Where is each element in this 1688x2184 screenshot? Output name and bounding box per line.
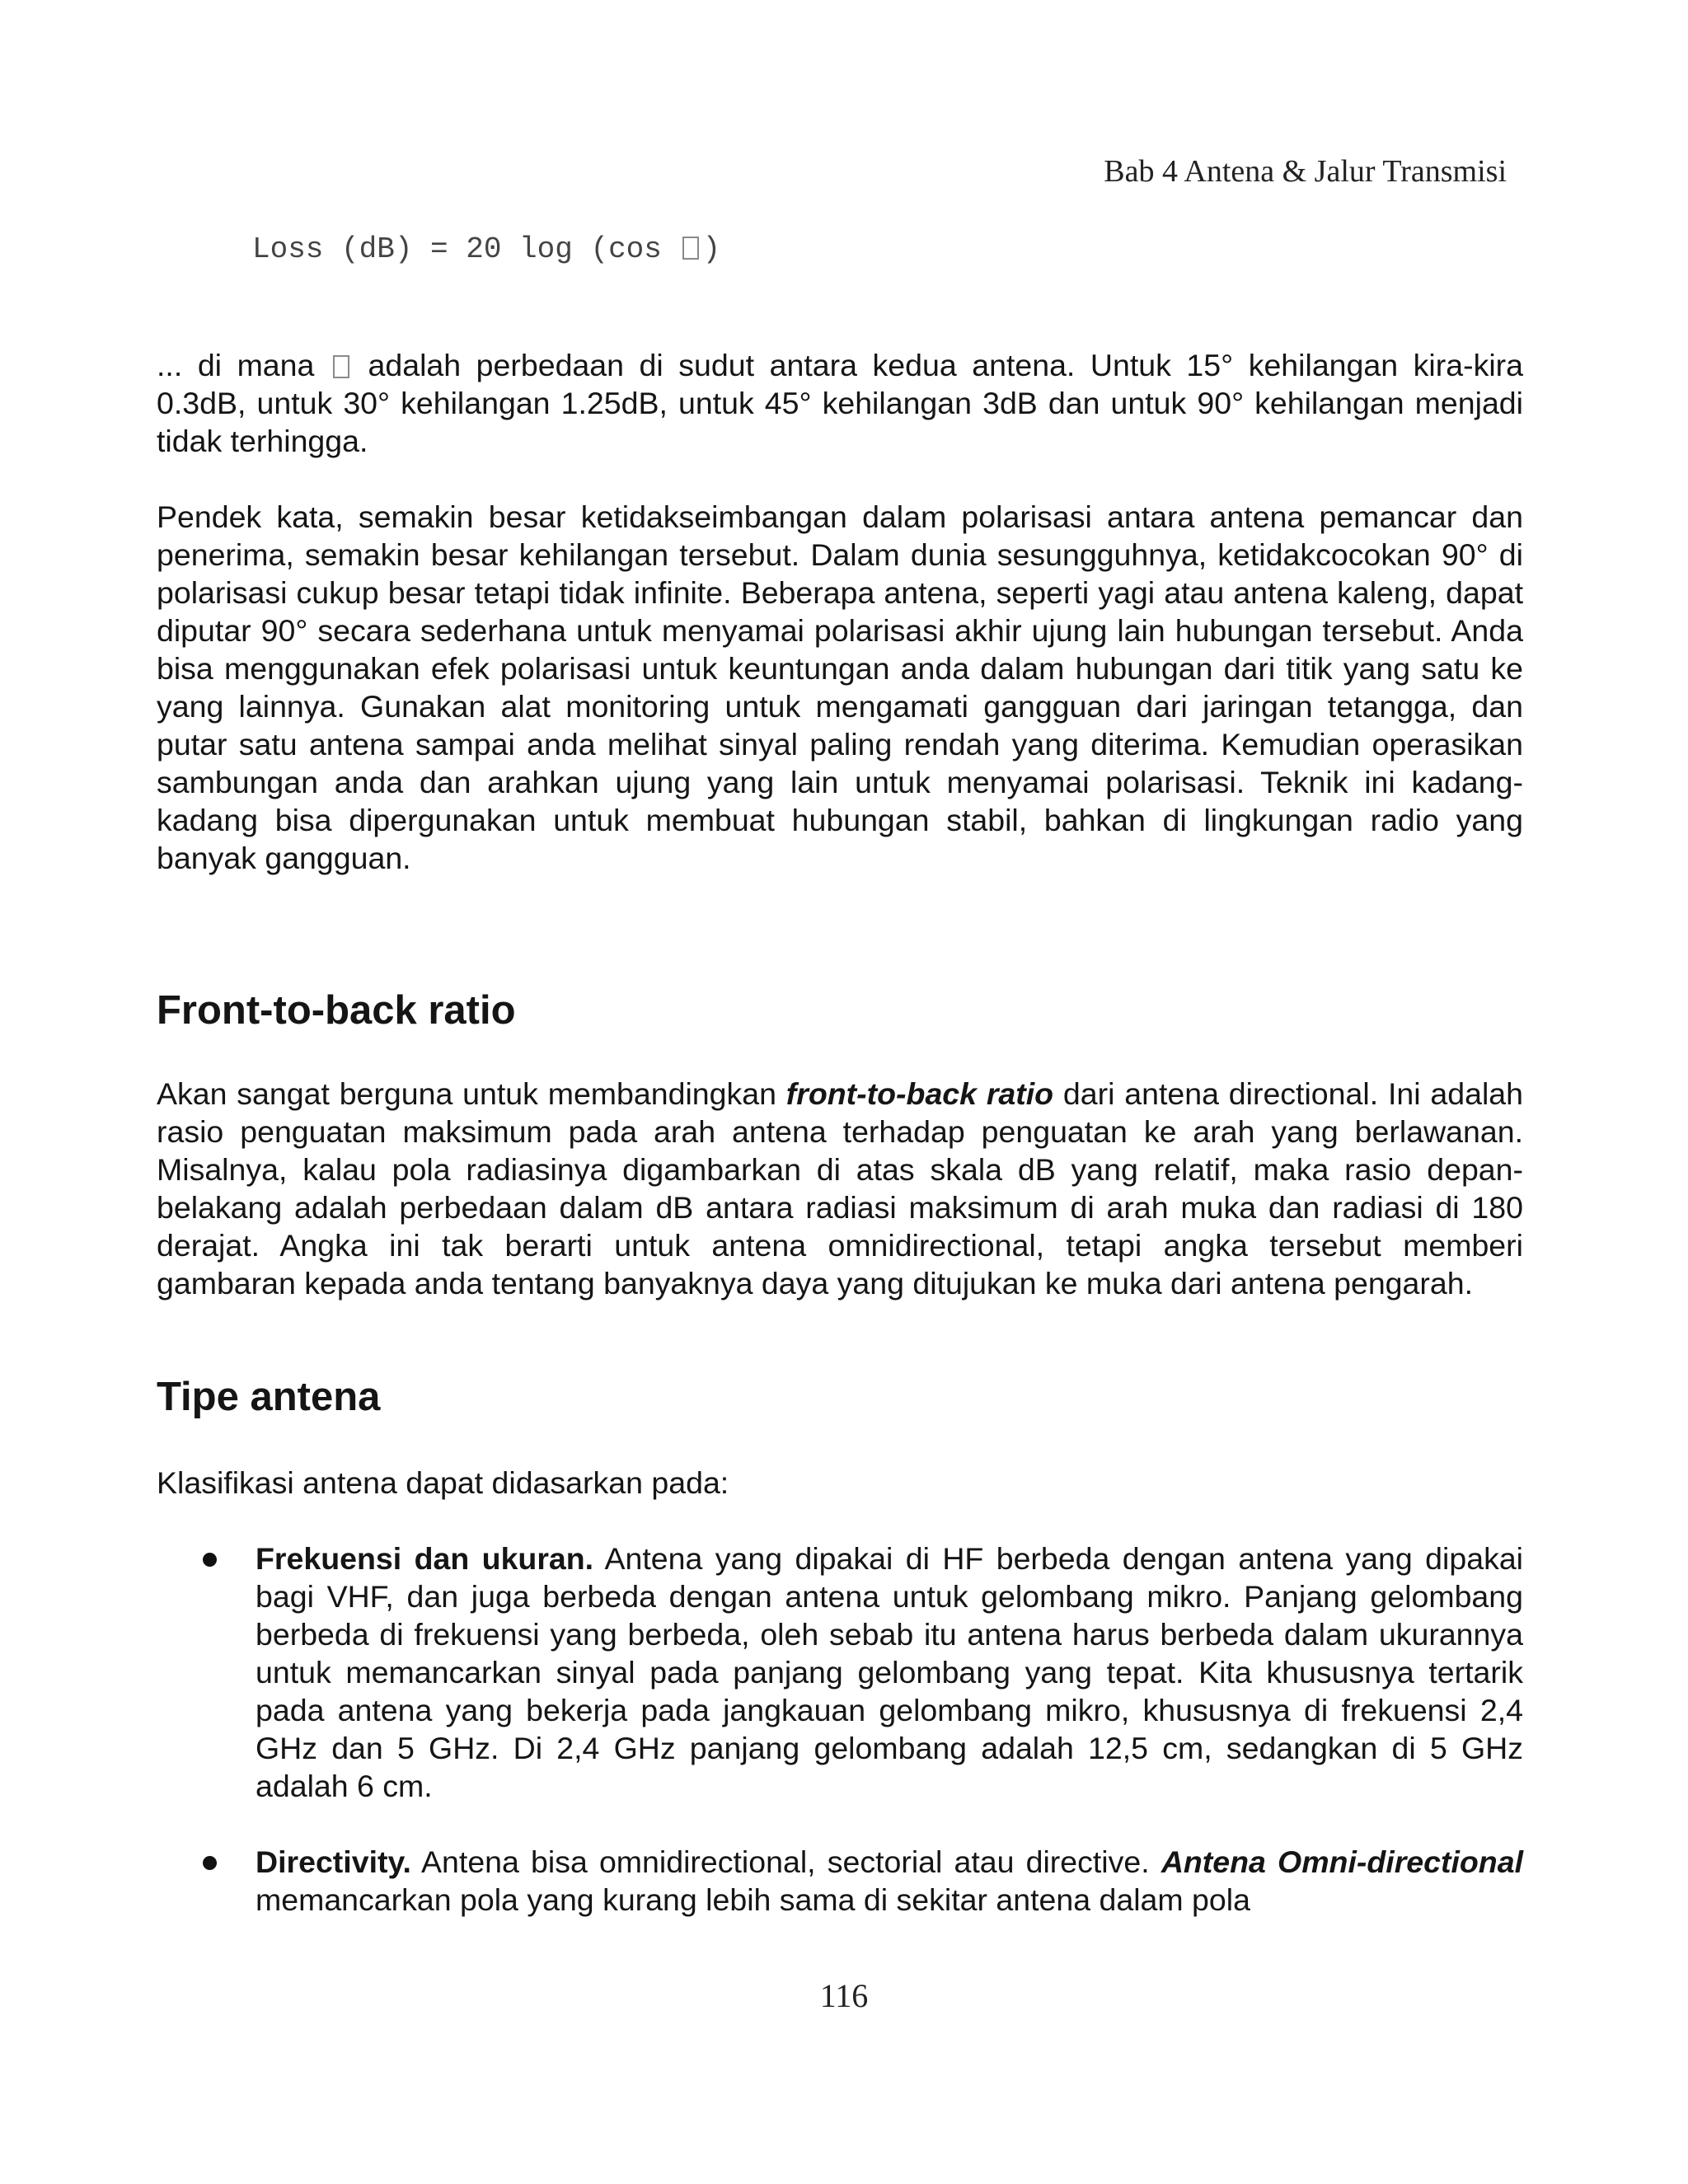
list-item-directivity	[157, 1843, 1523, 1919]
bullet-title: Directivity.	[256, 1844, 411, 1879]
paragraph-intro: Akan sangat berguna untuk membandingkan	[157, 1076, 786, 1111]
paragraph-rest: adalah perbedaan di sudut antara kedua antena. Untuk 15° kehilangan kira-kira 0.3dB, untuk 30° kehilangan 1.25dB, untuk 45° kehilangan 3dB dan untuk 90° kehilangan menjadi tidak terhingga.	[157, 348, 1523, 458]
list-item-frequency	[157, 1540, 1523, 1805]
paragraph-angle-loss	[157, 346, 1523, 460]
term-front-to-back: front-to-back ratio	[785, 1076, 1054, 1111]
bullet-text-continued: memancarkan pola yang kurang lebih sama di sekitar antena dalam pola	[256, 1882, 1250, 1917]
heading-antenna-types: Tipe antena	[157, 1375, 381, 1419]
heading-front-to-back: Front-to-back ratio	[157, 988, 516, 1033]
formula-closing: )	[702, 232, 721, 266]
classification-list-continued	[157, 1843, 1523, 1919]
paragraph-rest: dari antena directional. Ini adalah rasio penguatan maksimum pada arah antena terhadap penguatan ke arah yang berlawanan. Misalnya, kalau pola radiasinya digambarkan di atas skala dB yang relatif, maka rasio depan-belakang adalah perbedaan dalam dB antara radiasi maksimum di arah muka dan radiasi di 180 derajat. Angka ini tak berarti untuk antena omnidirectional, tetapi angka tersebut memberi gambaran kepada anda tentang banyaknya daya yang ditujukan ke muka dari antena pengarah.	[157, 1076, 1523, 1301]
formula-text: Loss (dB) = 20 log (cos	[252, 232, 680, 266]
paragraph-classification-intro: Klasifikasi antena dapat didasarkan pada:	[157, 1465, 729, 1500]
bullet-icon	[203, 1553, 217, 1567]
paragraph-front-to-back	[157, 1075, 1523, 1302]
paragraph-polarization: Pendek kata, semakin besar ketidakseimbangan dalam polarisasi antara antena pemancar dan penerima, semakin besar kehilangan tersebut. Dalam dunia sesungguhnya, ketidakcocokan 90° di polarisasi cukup besar tetapi tidak infinite. Beberapa antena, seperti yagi atau antena kaleng, dapat diputar 90° secara sederhana untuk menyamai polarisasi akhir ujung lain hubungan tersebut. Anda bisa menggunakan efek polarisasi untuk keuntungan anda dalam hubungan dari titik yang satu ke yang lainnya. Gunakan alat monitoring untuk mengamati gangguan dari jaringan tetangga, dan putar satu antena sampai anda melihat sinyal paling rendah yang diterima. Kemudian operasikan sambungan anda dan arahkan ujung yang lain untuk menyamai polarisasi. Teknik ini kadang-kadang bisa dipergunakan untuk membuat hubungan stabil, bahkan di lingkungan radio yang banyak gangguan.	[157, 499, 1523, 875]
missing-glyph-icon	[682, 237, 699, 260]
loss-formula	[252, 232, 720, 266]
page-number: 116	[819, 1977, 869, 2014]
running-header: Bab 4 Antena & Jalur Transmisi	[1104, 154, 1507, 189]
bullet-icon	[203, 1856, 217, 1870]
classification-list	[157, 1540, 1523, 1805]
bullet-title: Frekuensi dan ukuran.	[256, 1541, 594, 1576]
term-omnidirectional: Antena Omni-directional	[1160, 1844, 1523, 1879]
bullet-text: Antena bisa omnidirectional, sectorial atau directive.	[410, 1844, 1161, 1879]
bullet-text: Antena yang dipakai di HF berbeda dengan antena yang dipakai bagi VHF, dan juga berbeda dengan antena untuk gelombang mikro. Panjang gelombang berbeda di frekuensi yang berbeda, oleh sebab itu antena harus berbeda dalam ukurannya untuk memancarkan sinyal pada panjang gelombang yang tepat. Kita khususnya tertarik pada antena yang bekerja pada jangkauan gelombang mikro, khususnya di frekuensi 2,4 GHz dan 5 GHz. Di 2,4 GHz panjang gelombang adalah 12,5 cm, sedangkan di 5 GHz adalah 6 cm.	[256, 1541, 1524, 1803]
paragraph-lead: ... di mana	[157, 348, 330, 382]
missing-glyph-icon	[333, 355, 349, 378]
